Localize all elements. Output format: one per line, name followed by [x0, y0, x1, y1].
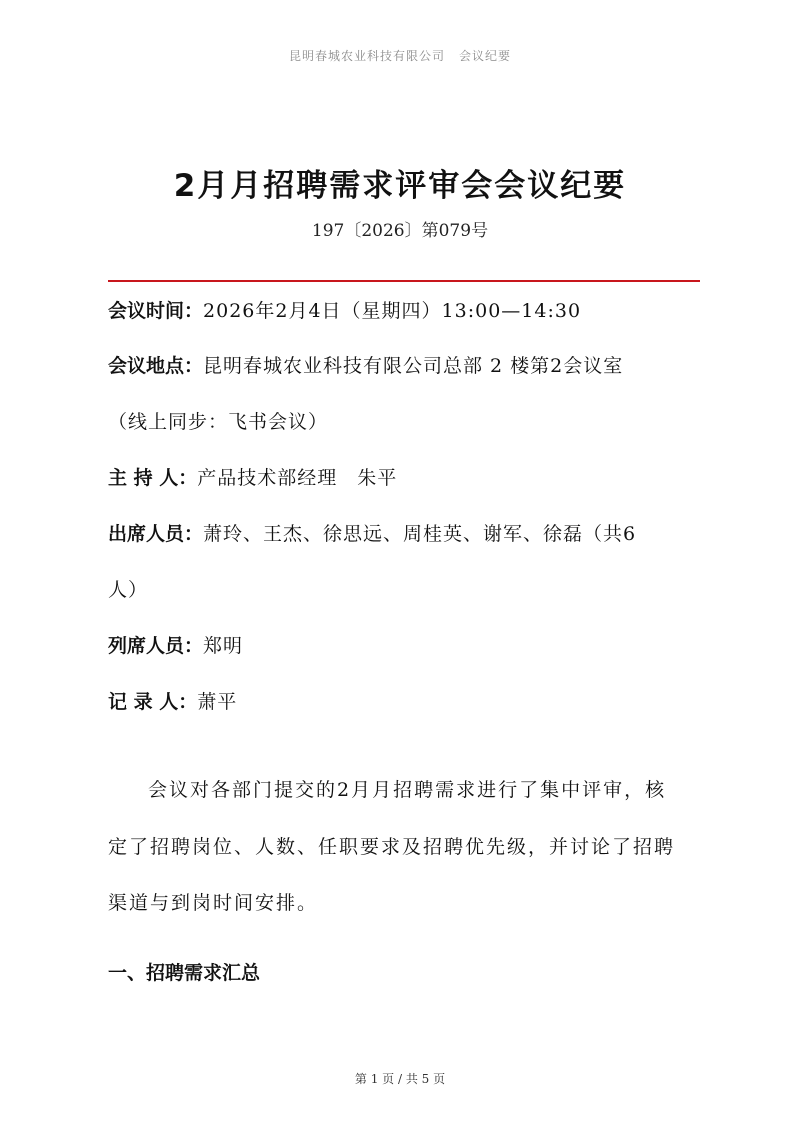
meta-recorder-value: 萧平 [197, 691, 238, 713]
body-paragraph-line-1: 会议对各部门提交的2月月招聘需求进行了集中评审，核 [148, 779, 667, 801]
section-heading-1: 一、招聘需求汇总 [108, 962, 261, 984]
meta-attendees [108, 521, 708, 547]
header-doc-type: 会议纪要 [459, 49, 512, 63]
meta-location-label: 会议地点： [108, 355, 204, 377]
meta-location-value: 昆明春城农业科技有限公司总部 2 楼第2会议室 [203, 355, 624, 377]
document-number: 197〔2026〕第079号 [311, 221, 489, 241]
meta-observers [108, 633, 708, 659]
meta-observers-value: 郑明 [203, 635, 244, 657]
header-company: 昆明春城农业科技有限公司 [288, 49, 445, 63]
meta-attendees-label: 出席人员： [108, 523, 204, 545]
body-paragraph-line-2: 定了招聘岗位、人数、任职要求及招聘优先级，并讨论了招聘 [108, 836, 676, 858]
meta-location [108, 353, 708, 379]
meta-recorder-label: 记 录 人： [108, 691, 198, 713]
meta-recorder [108, 689, 708, 715]
body-paragraph-line-3: 渠道与到岗时间安排。 [108, 892, 319, 914]
meta-attendees-continuation: 人） [108, 579, 149, 601]
meta-time-value: 2026年2月4日（星期四）13:00—14:30 [203, 300, 582, 322]
meta-time-label: 会议时间： [108, 300, 204, 322]
meta-location-continuation: （线上同步：飞书会议） [108, 411, 329, 433]
meta-host-value: 产品技术部经理 朱平 [197, 467, 398, 489]
meta-host-label: 主 持 人： [108, 467, 198, 489]
meta-attendees-value: 萧玲、王杰、徐思远、周桂英、谢军、徐磊（共6 [203, 523, 637, 545]
meta-time [108, 298, 708, 324]
document-title: 2月月招聘需求评审会会议纪要 [173, 168, 627, 204]
running-header [0, 47, 800, 64]
red-divider [108, 280, 700, 282]
page-footer: 第 1 页 / 共 5 页 [354, 1072, 446, 1086]
meta-host [108, 465, 708, 491]
meta-observers-label: 列席人员： [108, 635, 204, 657]
